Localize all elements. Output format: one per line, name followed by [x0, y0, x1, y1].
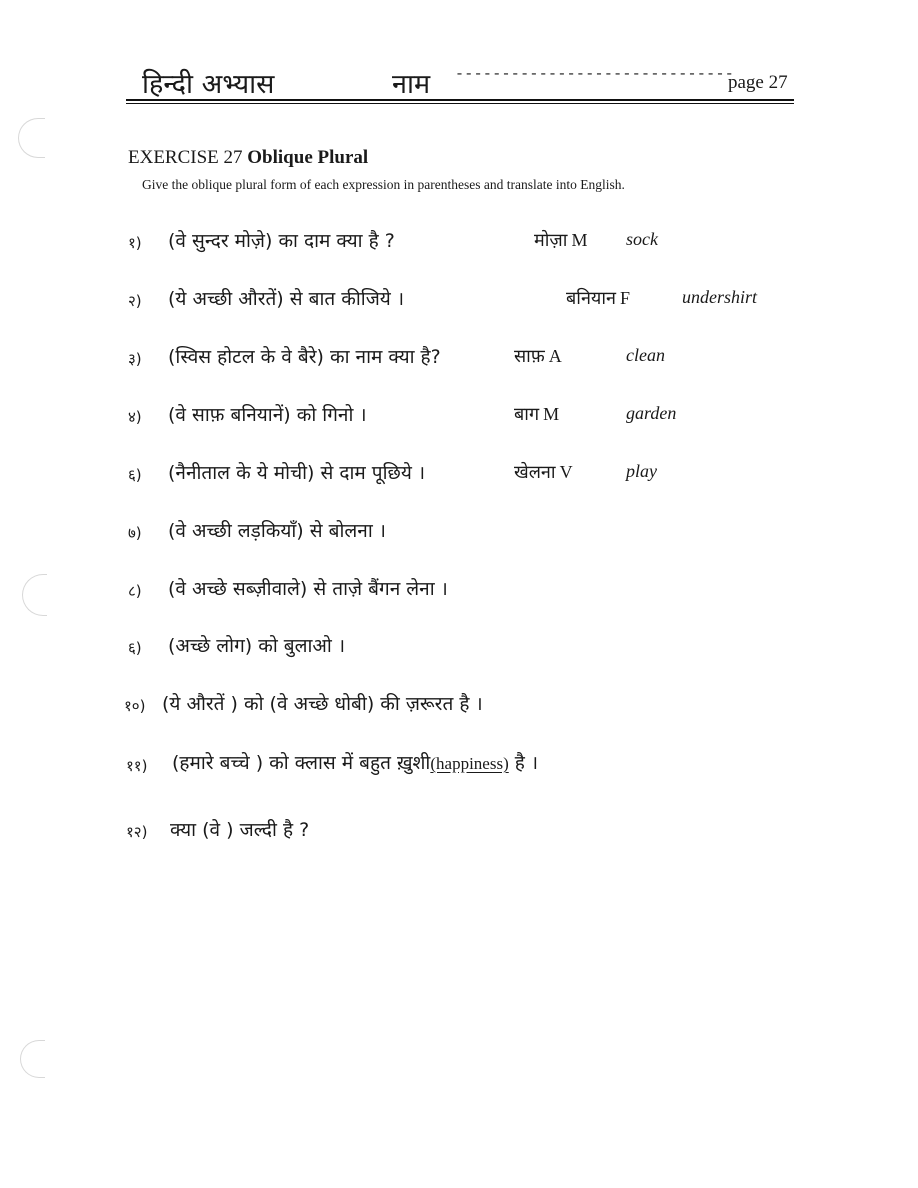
- exercise-instruction: Give the oblique plural form of each expression in parentheses and translate into English.: [142, 177, 625, 192]
- item-sentence: (वे साफ़ बनियानें) को गिनो ।: [168, 404, 367, 426]
- vocab-hindi: बनियान: [566, 288, 617, 309]
- vocab-entry: [514, 402, 559, 426]
- punch-hole-shadow-bottom: [20, 1040, 45, 1078]
- vocab-english: clean: [626, 345, 665, 365]
- item-number: ७): [128, 524, 142, 542]
- item-number: ८): [128, 582, 142, 600]
- vocab-tag: M: [543, 404, 560, 424]
- item-sentence: [172, 749, 538, 775]
- item-sentence: (वे सुन्दर मोज़े) का दाम क्या है ?: [168, 230, 395, 252]
- item-sentence-hindi: (हमारे बच्चे ) को क्लास में बहुत ख़ुशी: [172, 752, 431, 774]
- vocab-entry: [514, 344, 562, 368]
- item-number: १): [128, 234, 142, 252]
- worksheet-title: हिन्दी अभ्यास: [142, 69, 275, 100]
- vocab-english: play: [626, 461, 657, 481]
- item-number: १०): [124, 697, 146, 715]
- vocab-hindi: बाग: [514, 404, 540, 425]
- name-label: नाम: [392, 69, 431, 100]
- item-number: १२): [126, 823, 148, 841]
- name-blank-line: ------------------------------: [455, 66, 735, 83]
- item-sentence: (नैनीताल के ये मोची) से दाम पूछिये ।: [168, 462, 426, 484]
- exercise-number: EXERCISE 27: [128, 147, 243, 168]
- item-sentence: (ये औरतें ) को (वे अच्छे धोबी) की ज़रूरत है ।: [162, 693, 483, 715]
- punch-hole-shadow-middle: [22, 574, 47, 616]
- item-number: ६): [128, 466, 142, 484]
- item-number: ४): [128, 408, 142, 426]
- vocab-entry: [534, 228, 587, 252]
- vocab-english: undershirt: [682, 287, 758, 307]
- item-sentence: (अच्छे लोग) को बुलाओ ।: [168, 635, 346, 657]
- header-rule-thick: [126, 99, 794, 101]
- item-number: ६): [128, 639, 142, 657]
- vocab-hindi: साफ़: [514, 346, 545, 367]
- vocab-tag: F: [620, 288, 631, 308]
- header-rule-thin: [126, 103, 794, 104]
- page-number: page 27: [728, 72, 788, 93]
- item-sentence: (वे अच्छी लड़कियाँ) से बोलना ।: [168, 520, 386, 542]
- item-number: ११): [126, 757, 148, 775]
- vocab-entry: [514, 460, 573, 484]
- vocab-hindi: मोज़ा: [534, 230, 568, 251]
- item-sentence-ending: है ।: [508, 752, 539, 774]
- vocab-hindi: खेलना: [514, 462, 556, 483]
- vocab-english: sock: [626, 229, 658, 249]
- exercise-title: Oblique Plural: [247, 147, 369, 168]
- vocab-tag: V: [559, 462, 573, 482]
- exercise-heading: [128, 147, 368, 169]
- vocab-entry: [566, 286, 630, 310]
- vocab-tag: M: [571, 230, 588, 250]
- item-sentence: (वे अच्छे सब्ज़ीवाले) से ताज़े बैंगन लेना ।: [168, 578, 448, 600]
- item-number: ३): [128, 350, 142, 368]
- vocab-tag: A: [548, 346, 562, 366]
- item-sentence: (ये अच्छी औरतें) से बात कीजिये ।: [168, 288, 405, 310]
- item-sentence: (स्विस होटल के वे बैरे) का नाम क्या है?: [168, 346, 441, 368]
- punch-hole-shadow-top: [18, 118, 45, 158]
- item-number: २): [128, 292, 142, 310]
- vocab-english: garden: [626, 403, 677, 423]
- item-sentence-english-gloss: (happiness): [430, 754, 509, 773]
- item-sentence: क्या (वे ) जल्दी है ?: [170, 819, 310, 841]
